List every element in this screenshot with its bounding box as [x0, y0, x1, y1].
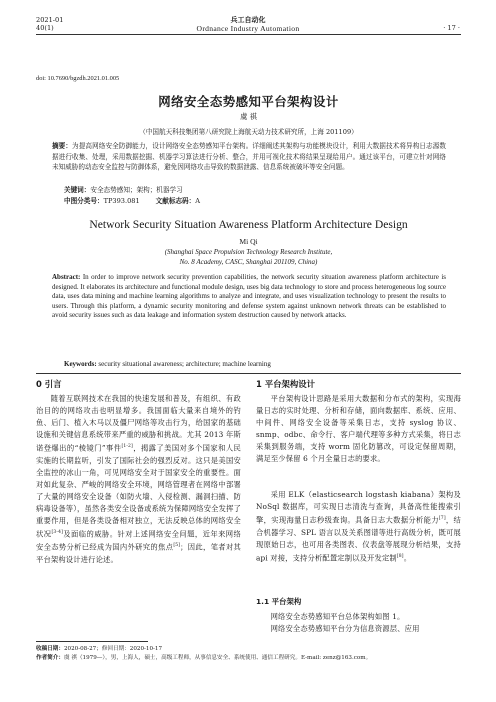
- keywords-text-cn: 安全态势感知；架构；机器学习: [90, 186, 183, 194]
- arch-text-part-1: 采用 ELK（elasticsearch logstash kiabana）架构及 NoSql 数据库，可实现日志清洗与查询，具备高性能搜索引擎，实现海量日志秒级查询。具备日志大数据分析能力: [256, 490, 461, 525]
- citation-ref: [5]: [173, 543, 181, 549]
- affiliation-en-line2: No. 8 Academy, CASC, Shanghai 201109, China): [179, 258, 318, 266]
- architecture-paragraph-1: 平台架构设计思路是采用大数据和分布式的架构，实现海量日志的实时处理、分析和存储，面向数据库、系统、应用、中间件、网络安全设备等采集日志，支持 syslog 协议、snmp、odbc、命令行、客户端代理等多种方式采集，将日志采集到服务端，支持 worm 固化防篡改，可设定保留周期，满足至少保留 6 个月全量日志的要求。: [256, 394, 461, 464]
- page-number: · 17 ·: [443, 24, 460, 32]
- citation-ref: [8]: [396, 553, 404, 559]
- abstract-label-cn: 摘要：: [52, 142, 73, 150]
- intro-text-part-4: ；因此，笔者对其平台架构设计进行论述。: [36, 542, 242, 564]
- keywords-en: [64, 360, 446, 370]
- footnote-received: [36, 645, 461, 653]
- intro-text-part-1: 随着互联网技术在我国的快速发展和普及，有组织、有政治目的的网络攻击也明显增多。我国面临大量来自境外的钓鱼、后门、植入木马以及僵尸网络等攻击行为，给国家的基础设施和关键信息系统带来严重的威胁和挑战。尤其 2013 年斯诺登爆出的“棱镜门”事件: [36, 394, 241, 453]
- header-year: 2021-01: [36, 16, 64, 24]
- footnote-rule: [36, 641, 148, 642]
- doc-code-value: A: [195, 197, 200, 205]
- doi: doi: 10.7690/bgzdh.2021.01.005: [36, 75, 120, 82]
- author-en: Mi Qi: [239, 237, 258, 246]
- platform-architecture-paragraph-1: 网络安全态势感知平台总体架构如图 1。: [270, 612, 405, 621]
- abstract-text-en: In order to improve network security prevention capabilities, the network security situation awareness platform architecture is designed. It elaborates its architecture and functional module design, uses big data technology to store and process heterogeneous log source data, uses data mining and machine learning algorithms to analyze and integrate, and uses visualization technology to present the results to users. Through this platform, a dynamic security monitoring and defense system against unknown network threats can be established to avoid security issues such as data leakage and information system destruction caused by network attacks.: [52, 273, 446, 320]
- author-bio-label: 作者简介：: [36, 655, 64, 661]
- arch-text-part-2: ，结合机器学习、SPL 语言以及关系图谱等进行高级分析，既可展现原始日志，也可用各类图表、仪表盘等展现分析结果，支持 api 对接，支持分析配置定制以及开发定制: [256, 515, 461, 563]
- intro-text-part-3: 及面临的威胁。针对上述网络安全问题，近年来网络安全态势分析已经成为国内外研究的焦点: [36, 529, 241, 552]
- journal-title-cn: 兵工自动化: [230, 15, 266, 24]
- received-label: 收稿日期：: [36, 646, 64, 652]
- affiliation-cn: （中国航天科技集团第八研究院上海航天动力技术研究所，上海 201109）: [139, 128, 358, 136]
- platform-architecture-paragraph-2: 网络安全态势感知平台分为信息资源层、应用: [270, 624, 420, 633]
- architecture-paragraph-2: [256, 489, 461, 564]
- header-volume: 40(1): [36, 24, 54, 32]
- author-bio: 虞 祺（1979—），男，上海人，硕士，高级工程师，从事信息安全、系统使用、通信工程研究。E-mail: zenz@163.com。: [63, 655, 372, 661]
- footnote-author: [36, 654, 461, 662]
- introduction-paragraph: [36, 393, 241, 566]
- doc-code-label: 文献标志码：: [155, 197, 196, 205]
- received-dates: 2020-08-27；修回日期：2020-10-17: [63, 646, 163, 652]
- citation-ref: [1-2]: [121, 444, 133, 450]
- abstract-en: [52, 273, 446, 321]
- header-rule: [36, 34, 461, 35]
- keywords-label-cn: 关键词：: [64, 186, 91, 194]
- paper-title-cn: 网络安全态势感知平台架构设计: [158, 94, 339, 109]
- abstract-rule: [36, 373, 461, 374]
- citation-ref: [7]: [438, 516, 446, 522]
- keywords-label-en: Keywords:: [64, 360, 97, 368]
- citation-ref: [3-4]: [51, 529, 63, 535]
- affiliation-en-line1: (Shanghai Space Propulsion Technology Research Institute,: [164, 248, 333, 256]
- journal-title-en: Ordnance Industry Automation: [196, 24, 300, 33]
- keywords-text-en: security situational awareness; architecture; machine learning: [98, 360, 271, 368]
- arch-text-part-3: 。: [403, 553, 412, 563]
- abstract-text-cn: 为提高网络安全防御能力，设计网络安全态势感知平台架构。详细阐述其架构与功能模块设计，利用大数据技术将异构日志源数据进行收集、处理，采用数据挖掘、机器学习算法进行分析、整合，并用可视化技术将结果呈现给用户。通过该平台，可建立针对网络未知威胁的动态安全监控与防御体系，避免因网络攻击导致的数据泄露、信息系统被破坏等安全问题。: [52, 142, 447, 172]
- abstract-label-en: Abstract:: [52, 273, 81, 281]
- clc-label: 中图分类号：: [64, 197, 104, 205]
- subsection-platform-architecture-heading: 1.1 平台架构: [256, 597, 302, 606]
- section-introduction-heading: 0 引言: [36, 379, 62, 389]
- intro-text-part-2: ，揭露了美国对多个国家和人民实施的长期监听，引发了国际社会的强烈反对。这只是美国安全监控的冰山一角，可见网络安全对于国家安全的重要性。面对如此复杂、严峻的网络安全环境，网络管理者在网络中部署了大量的网络安全设备（如防火墙、入侵检测、漏洞扫描、防病毒设备等），虽然各类安全设备或系统为保障网络安全发挥了重要作用，但是各类设备相对独立，无法反映总体的网络安全状况: [36, 443, 241, 539]
- classification-cn: [64, 196, 444, 207]
- clc-value: TP393.081: [103, 197, 140, 205]
- keywords-cn: [64, 185, 444, 196]
- paper-title-en: Network Security Situation Awareness Platform Architecture Design: [89, 218, 408, 231]
- author-cn: 虞 祺: [240, 112, 257, 121]
- section-architecture-heading: 1 平台架构设计: [256, 379, 315, 389]
- abstract-cn: [52, 141, 446, 173]
